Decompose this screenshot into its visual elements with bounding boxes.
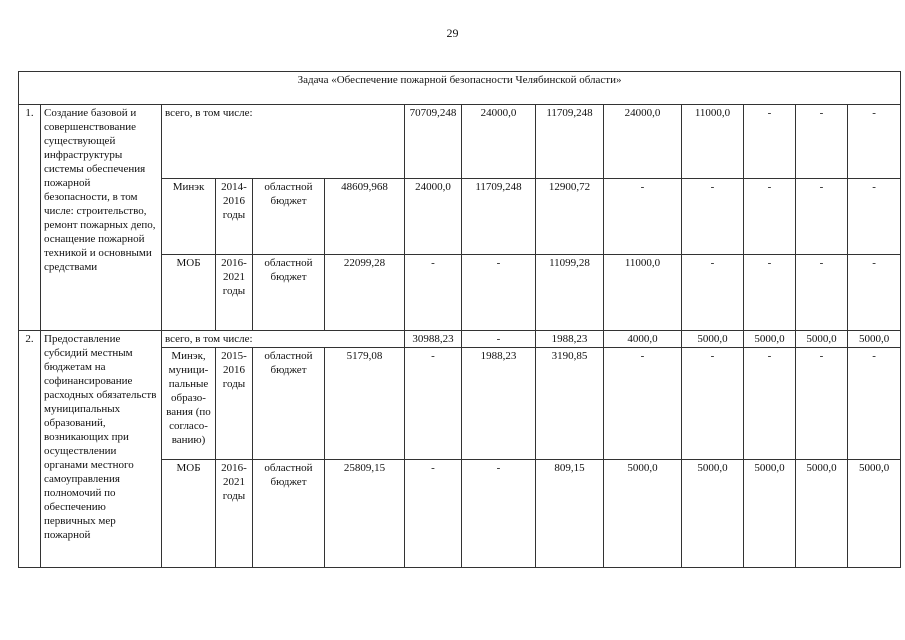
executor-cell: Минэк (162, 179, 216, 255)
total-label: всего, в том числе: (162, 331, 405, 348)
period-cell: 2016-2021 годы (216, 460, 253, 568)
source-cell: областной бюджет (253, 348, 325, 460)
executor-cell: МОБ (162, 460, 216, 568)
table-row (19, 331, 901, 348)
budget-table (18, 71, 901, 568)
row-number: 1. (19, 105, 41, 331)
value-cell: - (405, 460, 462, 568)
row-description: Предоставление субсидий местным бюджетам на софинансирование расходных обязательств муниципальных образований, возникающих при осуществлении органами местного самоуправления полномочий по обеспечению первичных мер пожарной (41, 331, 162, 568)
value-cell: - (744, 255, 796, 331)
table-row (19, 105, 901, 179)
value-cell: - (796, 179, 848, 255)
value-cell: - (462, 331, 536, 348)
value-cell: - (604, 348, 682, 460)
value-cell: - (405, 255, 462, 331)
task-title: Задача «Обеспечение пожарной безопасности Челябинской области» (19, 72, 901, 105)
value-cell: - (682, 348, 744, 460)
value-cell: 5000,0 (744, 460, 796, 568)
value-cell: 30988,23 (405, 331, 462, 348)
value-cell: 22099,28 (325, 255, 405, 331)
value-cell: 809,15 (536, 460, 604, 568)
page-number: 29 (446, 26, 459, 40)
value-cell: 11099,28 (536, 255, 604, 331)
value-cell: 24000,0 (604, 105, 682, 179)
value-cell: 48609,968 (325, 179, 405, 255)
value-cell: 5000,0 (682, 460, 744, 568)
value-cell: 1988,23 (536, 331, 604, 348)
value-cell: - (848, 255, 901, 331)
value-cell: 24000,0 (405, 179, 462, 255)
value-cell: 11709,248 (536, 105, 604, 179)
value-cell: - (744, 348, 796, 460)
value-cell: 5000,0 (848, 460, 901, 568)
value-cell: 5000,0 (796, 331, 848, 348)
value-cell: 11000,0 (604, 255, 682, 331)
period-cell: 2015-2016 годы (216, 348, 253, 460)
total-label: всего, в том числе: (162, 105, 405, 179)
value-cell: 4000,0 (604, 331, 682, 348)
value-cell: - (682, 255, 744, 331)
value-cell: 5000,0 (604, 460, 682, 568)
source-cell: областной бюджет (253, 255, 325, 331)
value-cell: - (682, 179, 744, 255)
value-cell: 12900,72 (536, 179, 604, 255)
source-cell: областной бюджет (253, 179, 325, 255)
value-cell: - (744, 105, 796, 179)
value-cell: - (796, 348, 848, 460)
task-title-row (19, 72, 901, 105)
value-cell: 5000,0 (848, 331, 901, 348)
value-cell: - (848, 105, 901, 179)
value-cell: - (405, 348, 462, 460)
period-cell: 2016-2021 годы (216, 255, 253, 331)
executor-cell: МОБ (162, 255, 216, 331)
value-cell: 5000,0 (796, 460, 848, 568)
value-cell: - (462, 255, 536, 331)
row-number: 2. (19, 331, 41, 568)
value-cell: 11000,0 (682, 105, 744, 179)
value-cell: - (848, 179, 901, 255)
value-cell: - (744, 179, 796, 255)
value-cell: - (848, 348, 901, 460)
value-cell: - (462, 460, 536, 568)
row-description: Создание базовой и совершенствование существующей инфраструктуры системы обеспечения пожарной безопасности, в том числе: строительство, ремонт пожарных депо, оснащение пожарной техникой и основными средствами (41, 105, 162, 331)
period-cell: 2014-2016 годы (216, 179, 253, 255)
value-cell: - (796, 105, 848, 179)
value-cell: 25809,15 (325, 460, 405, 568)
value-cell: - (604, 179, 682, 255)
value-cell: - (796, 255, 848, 331)
value-cell: 3190,85 (536, 348, 604, 460)
source-cell: областной бюджет (253, 460, 325, 568)
value-cell: 1988,23 (462, 348, 536, 460)
value-cell: 24000,0 (462, 105, 536, 179)
executor-cell: Минэк, муници-пальные образо-вания (по согласо-ванию) (162, 348, 216, 460)
value-cell: 5179,08 (325, 348, 405, 460)
value-cell: 70709,248 (405, 105, 462, 179)
value-cell: 5000,0 (744, 331, 796, 348)
value-cell: 11709,248 (462, 179, 536, 255)
value-cell: 5000,0 (682, 331, 744, 348)
